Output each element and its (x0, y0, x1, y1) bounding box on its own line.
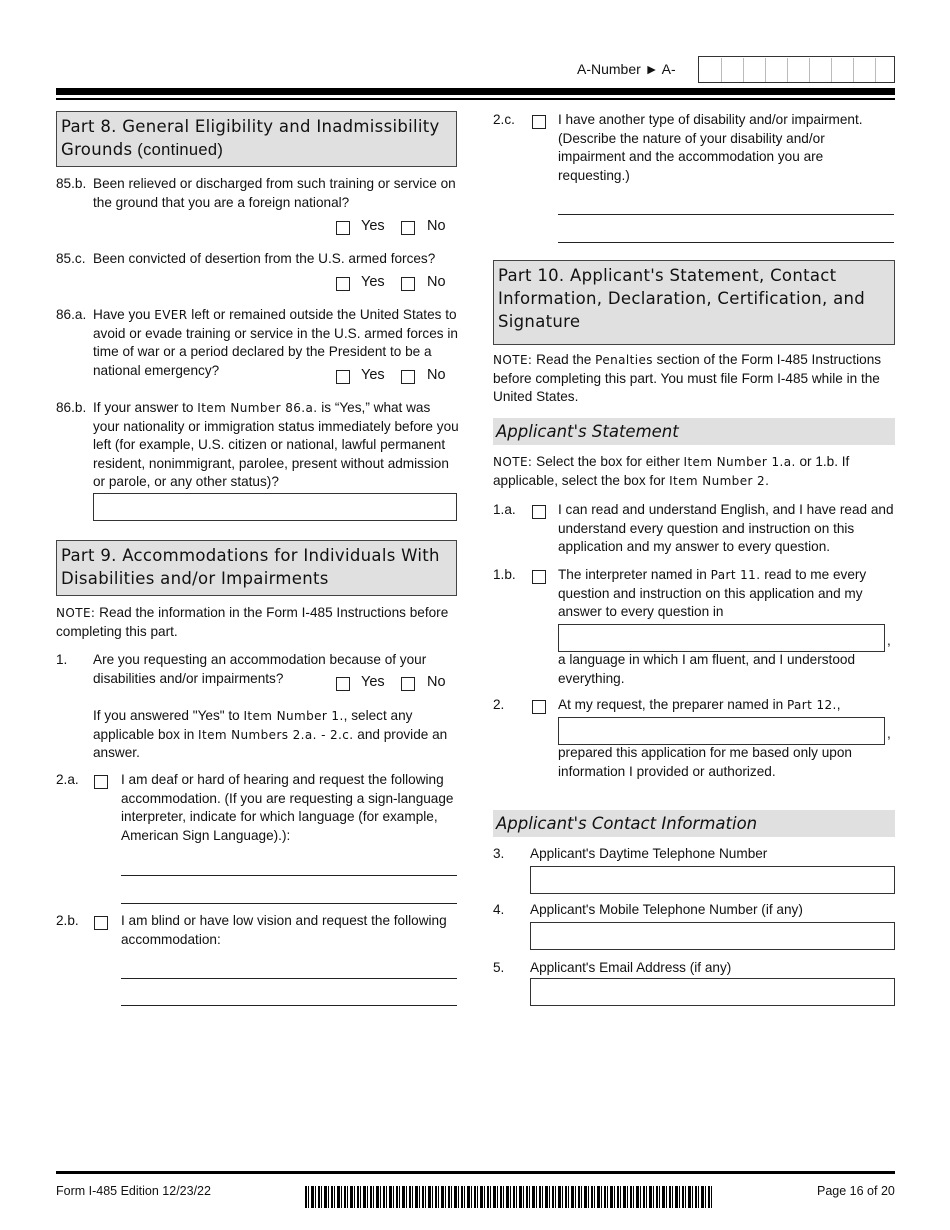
a-number-label: A-Number ► A- (577, 61, 676, 77)
p10-q1b-checkbox[interactable] (532, 570, 546, 584)
p10-q2-after: prepared this application for me based only upon information I provided or authorized. (558, 745, 852, 779)
part10-note: NOTE: Read the Penalties section of the Form I-485 Instructions before completing this part. You must file Form I-485 while in the United States. (493, 352, 882, 405)
q86b-text: If your answer to Item Number 86.a. is “Yes,” what was your nationality or immigration status immediately before you left (for example, U.S. citizen or national, lawful permanent resident, nonimmigrant, parolee, present without admission or parole, or any other status)? (93, 400, 459, 490)
p9-q2a-number: 2.a. (56, 772, 79, 787)
p9-q1-yes-checkbox[interactable] (336, 677, 350, 691)
part10-header: Part 10. Applicant's Statement, Contact Information, Declaration, Certification, and Signature (493, 260, 895, 345)
q85c-yes-checkbox[interactable] (336, 277, 350, 291)
q85c-no-checkbox[interactable] (401, 277, 415, 291)
q85c-text: Been convicted of desertion from the U.S. armed forces? (93, 251, 436, 266)
p10-q5-text: Applicant's Email Address (if any) (530, 960, 732, 975)
header-rule-thin (56, 98, 895, 100)
p9-q2b-number: 2.b. (56, 913, 79, 928)
mobile-phone-input[interactable] (530, 922, 895, 950)
q86a-yes-checkbox[interactable] (336, 370, 350, 384)
footer-rule (56, 1171, 895, 1174)
q85b-yes-label: Yes (361, 218, 385, 234)
q85b-no-checkbox[interactable] (401, 221, 415, 235)
interpreter-language-input[interactable] (558, 624, 885, 652)
part8-header: Part 8. General Eligibility and Inadmissibility Grounds (continued) (56, 111, 457, 167)
q86a-no-checkbox[interactable] (401, 370, 415, 384)
p10-q1b-text: The interpreter named in Part 11. read to me every question and instruction on this application and my answer to every question in (558, 567, 867, 620)
p9-q2c-line-2[interactable] (558, 242, 894, 243)
p9-q2a-checkbox[interactable] (94, 775, 108, 789)
comma: , (887, 633, 891, 648)
q86a-number: 86.a. (56, 307, 87, 322)
p10-q2-checkbox[interactable] (532, 700, 546, 714)
part9-header: Part 9. Accommodations for Individuals With Disabilities and/or Impairments (56, 540, 457, 596)
q85b-number: 85.b. (56, 176, 87, 191)
p9-q2b-checkbox[interactable] (94, 916, 108, 930)
p9-q2b-text: I am blind or have low vision and request the following accommodation: (121, 913, 447, 947)
q86b-number: 86.b. (56, 400, 87, 415)
footer-page-number: Page 16 of 20 (817, 1184, 895, 1198)
p9-q2b-line-2[interactable] (121, 1005, 457, 1006)
statement-note: NOTE: Select the box for either Item Number 1.a. or 1.b. If applicable, select the box for Item Number 2. (493, 454, 850, 488)
p9-q1-number: 1. (56, 652, 68, 667)
p9-q2c-text: I have another type of disability and/or impairment. (Describe the nature of your disability and/or impairment and the accommodation you are requesting.) (558, 112, 863, 183)
q86a-yes-label: Yes (361, 367, 385, 383)
p9-q1-yes-label: Yes (361, 674, 385, 690)
applicant-statement-heading: Applicant's Statement (493, 418, 895, 445)
email-input[interactable] (530, 978, 895, 1006)
p10-q1b-after: a language in which I am fluent, and I understood everything. (558, 652, 855, 686)
p9-q2c-line-1[interactable] (558, 214, 894, 215)
barcode (305, 1186, 713, 1208)
p9-q2b-line-1[interactable] (121, 978, 457, 979)
q86b-input[interactable] (93, 493, 457, 521)
footer-form-edition: Form I-485 Edition 12/23/22 (56, 1184, 211, 1198)
p9-q2a-line-1[interactable] (121, 875, 457, 876)
q85c-yes-label: Yes (361, 274, 385, 290)
q85c-number: 85.c. (56, 251, 86, 266)
p10-q5-number: 5. (493, 960, 505, 975)
comma: , (887, 726, 891, 741)
p9-q1-no-checkbox[interactable] (401, 677, 415, 691)
p10-q1a-checkbox[interactable] (532, 505, 546, 519)
p10-q4-number: 4. (493, 902, 505, 917)
p9-q2c-number: 2.c. (493, 112, 515, 127)
q85c-no-label: No (427, 274, 446, 290)
preparer-name-input[interactable] (558, 717, 885, 745)
q86a-text: Have you EVER left or remained outside the United States to avoid or evade training or service in the U.S. armed forces in time of war or a period declared by the President to be a national emergency? (93, 307, 458, 378)
q85b-text: Been relieved or discharged from such training or service on the ground that you are a foreign national? (93, 176, 456, 210)
a-number-field[interactable] (698, 56, 895, 83)
p10-q3-text: Applicant's Daytime Telephone Number (530, 846, 768, 861)
p10-q2-number: 2. (493, 697, 505, 712)
p10-q1b-number: 1.b. (493, 567, 516, 582)
daytime-phone-input[interactable] (530, 866, 895, 894)
p10-q3-number: 3. (493, 846, 505, 861)
q85b-no-label: No (427, 218, 446, 234)
p10-q4-text: Applicant's Mobile Telephone Number (if any) (530, 902, 803, 917)
applicant-contact-heading: Applicant's Contact Information (493, 810, 895, 837)
part9-note: NOTE: Read the information in the Form I-485 Instructions before completing this part. (56, 605, 449, 639)
p9-q2a-text: I am deaf or hard of hearing and request the following accommodation. (If you are requesting a sign-language interpreter, indicate for which language (for example, American Sign Language).): (121, 772, 454, 843)
q85b-yes-checkbox[interactable] (336, 221, 350, 235)
p10-q1a-number: 1.a. (493, 502, 516, 517)
q86a-no-label: No (427, 367, 446, 383)
p9-q1-text: Are you requesting an accommodation because of your disabilities and/or impairments? (93, 652, 427, 686)
header-rule-thick (56, 88, 895, 95)
p10-q1a-text: I can read and understand English, and I have read and understand every question and instruction on this application and my answer to every question. (558, 502, 894, 555)
p9-q1-followup: If you answered "Yes" to Item Number 1., select any applicable box in Item Numbers 2.a. - 2.c. and provide an answer. (93, 708, 448, 761)
p10-q2-text: At my request, the preparer named in Part 12., (558, 697, 841, 712)
p9-q1-no-label: No (427, 674, 446, 690)
p9-q2c-checkbox[interactable] (532, 115, 546, 129)
p9-q2a-line-2[interactable] (121, 903, 457, 904)
